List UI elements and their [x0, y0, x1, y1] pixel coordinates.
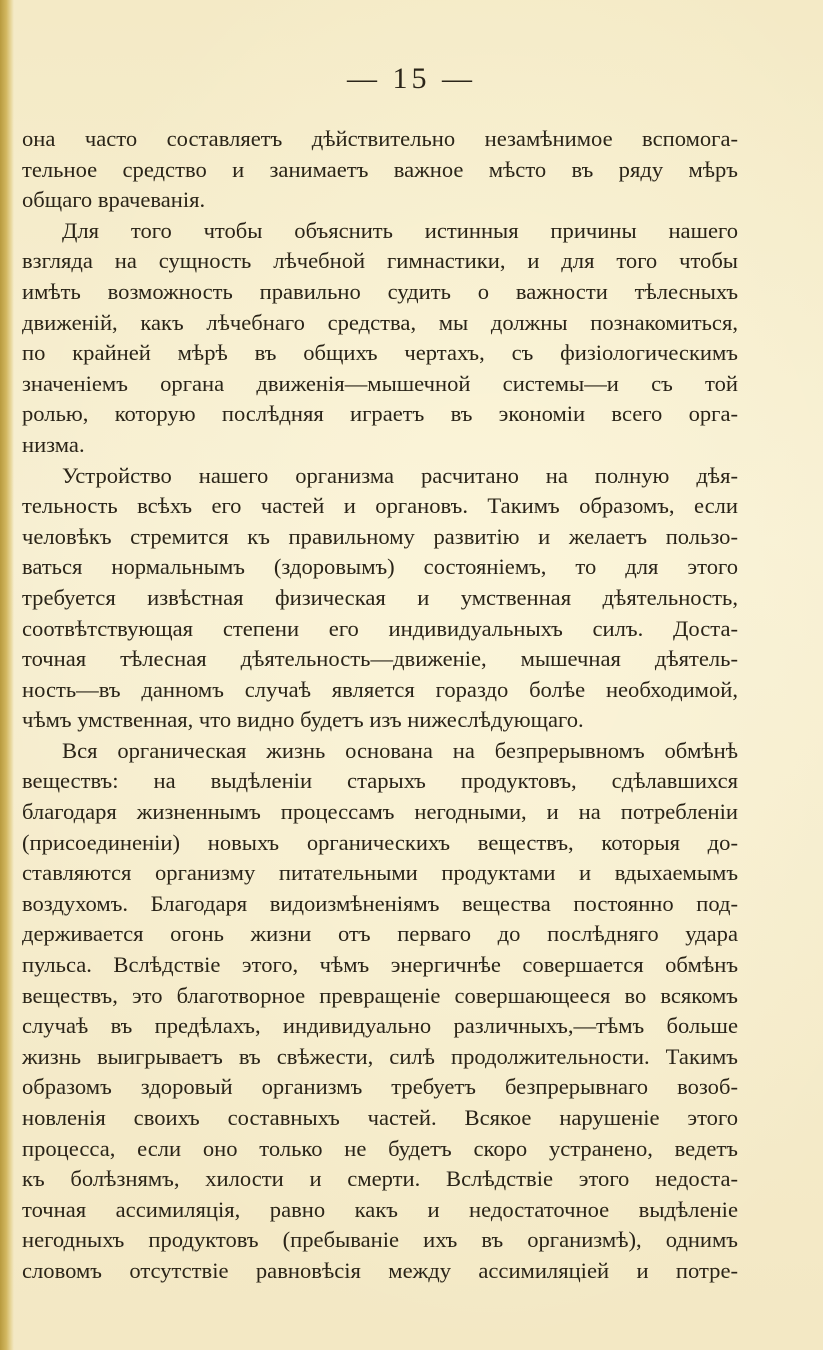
text-line: тельность всѣхъ его частей и органовъ. Такимъ образомъ, если: [22, 493, 738, 519]
text-line: требуется извѣстная физическая и умственная дѣятельность,: [22, 584, 738, 610]
text-line: Устройство нашего организма расчитано на полную дѣя-: [62, 462, 738, 488]
text-line: ность—въ данномъ случаѣ является гораздо болѣе необходимой,: [22, 676, 738, 702]
text-line: веществъ: на выдѣленіи старыхъ продуктовъ, сдѣлавшихся: [22, 768, 738, 794]
text-line: ваться нормальнымъ (здоровымъ) состояніемъ, то для этого: [22, 554, 738, 580]
text-line: значеніемъ органа движенія—мышечной системы—и съ той: [22, 370, 738, 396]
text-line: новленія своихъ составныхъ частей. Всякое нарушеніе этого: [22, 1105, 738, 1130]
text-line: негодныхъ продуктовъ (пребываніе ихъ въ организмѣ), однимъ: [22, 1227, 738, 1253]
text-line: воздухомъ. Благодаря видоизмѣненіямъ вещества постоянно под-: [22, 890, 738, 916]
text-line: случаѣ въ предѣлахъ, индивидуально различныхъ,—тѣмъ больше: [22, 1013, 738, 1039]
text-line: жизнь выигрываетъ въ свѣжести, силѣ продолжительности. Такимъ: [22, 1043, 738, 1069]
text-line: имѣть возможность правильно судить о важности тѣлесныхъ: [22, 278, 738, 304]
text-line: общаго врачеванія.: [22, 187, 206, 213]
text-line: ставляются организму питательными продуктами и вдыхаемымъ: [22, 860, 738, 886]
text-line: она часто составляетъ дѣйствительно незамѣнимое вспомога-: [22, 126, 738, 151]
text-line: человѣкъ стремится къ правильному развитію и желаетъ пользо-: [22, 523, 738, 549]
text-line: тельное средство и занимаетъ важное мѣсто въ ряду мѣръ: [22, 156, 738, 182]
text-line: благодаря жизненнымъ процессамъ негодными, и на потребленіи: [22, 799, 738, 825]
text-line: къ болѣзнямъ, хилости и смерти. Вслѣдствіе этого недоста-: [22, 1166, 738, 1192]
text-line: процесса, если оно только не будетъ скоро устранено, ведетъ: [22, 1135, 738, 1161]
text-line: словомъ отсутствіе равновѣсія между ассимиляціей и потре-: [22, 1257, 738, 1283]
body-text: [22, 124, 738, 1287]
text-line: образомъ здоровый организмъ требуетъ безпрерывнаго возоб-: [22, 1074, 738, 1100]
page-number: — 15 —: [347, 62, 476, 95]
text-line: движеній, какъ лѣчебнаго средства, мы должны познакомиться,: [22, 309, 738, 335]
page-gutter: [0, 0, 14, 1350]
text-line: соотвѣтствующая степени его индивидуальныхъ силъ. Доста-: [22, 615, 738, 641]
text-line: точная ассимиляція, равно какъ и недостаточное выдѣленіе: [22, 1196, 738, 1222]
text-line: низма.: [22, 431, 85, 457]
text-line: взгляда на сущность лѣчебной гимнастики, и для того чтобы: [22, 248, 738, 274]
text-line: держивается огонь жизни отъ перваго до послѣдняго удара: [22, 921, 738, 947]
text-line: чѣмъ умственная, что видно будетъ изъ нижеслѣдующаго.: [22, 707, 584, 733]
text-line: ролью, которую послѣдняя играетъ въ экономіи всего орга-: [22, 401, 738, 427]
text-line: Вся органическая жизнь основана на безпрерывномъ обмѣнѣ: [62, 737, 738, 763]
text-line: Для того чтобы объяснить истинныя причины нашего: [62, 217, 738, 243]
text-line: точная тѣлесная дѣятельность—движеніе, мышечная дѣятель-: [22, 646, 738, 672]
text-line: веществъ, это благотворное превращеніе совершающееся во всякомъ: [22, 982, 738, 1008]
text-line: (присоединеніи) новыхъ органическихъ веществъ, которыя до-: [22, 829, 738, 855]
text-line: пульса. Вслѣдствіе этого, чѣмъ энергичнѣе совершается обмѣнъ: [22, 952, 738, 978]
text-line: по крайней мѣрѣ въ общихъ чертахъ, съ физіологическимъ: [22, 340, 738, 366]
